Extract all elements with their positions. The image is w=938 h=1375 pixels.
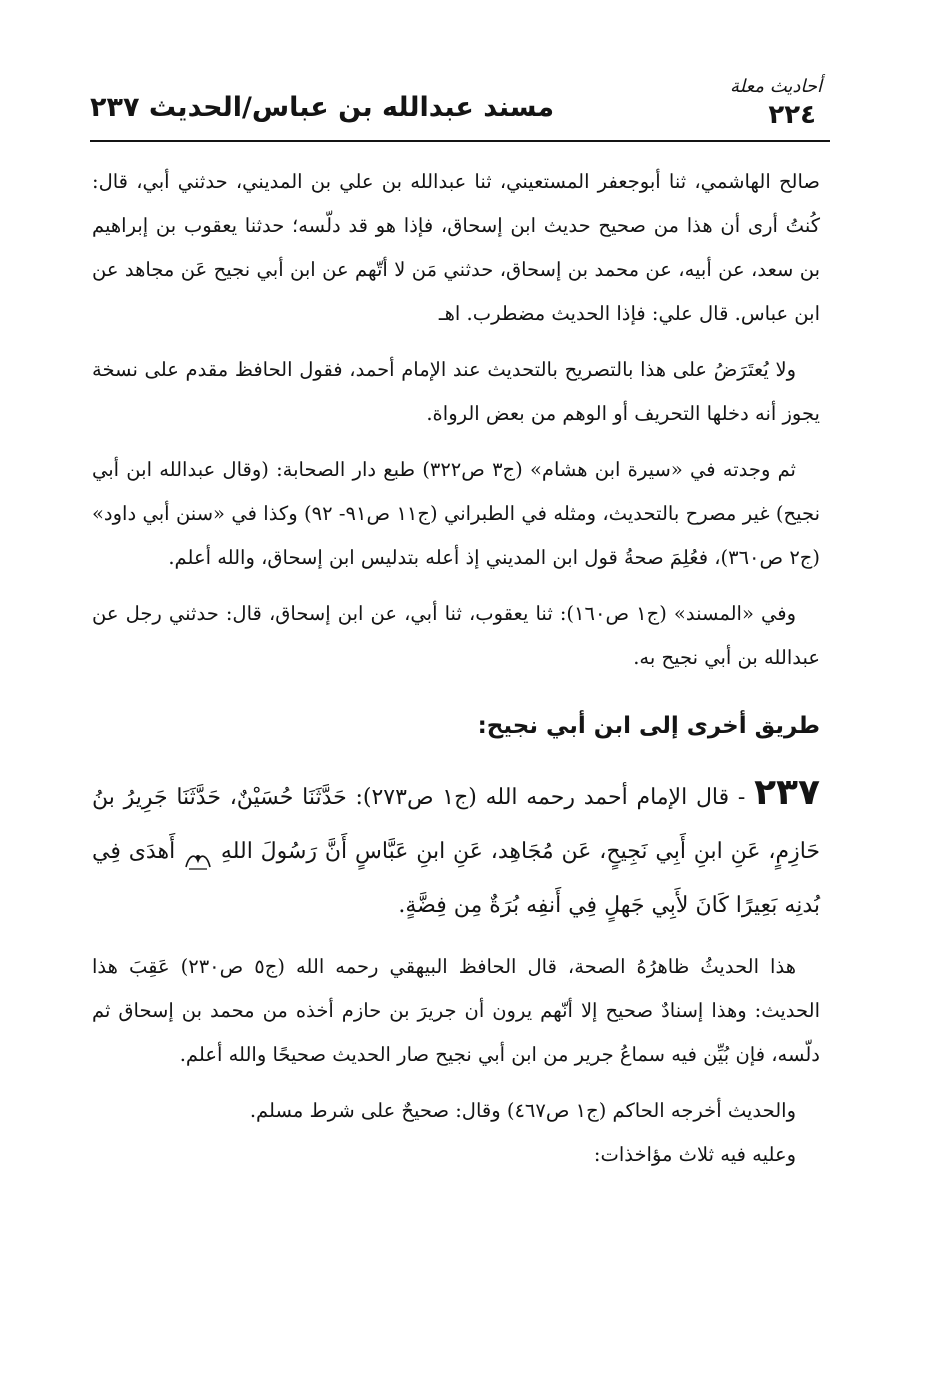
seal-icon (183, 840, 213, 864)
paragraph-continuation: صالح الهاشمي، ثنا أبوجعفر المستعيني، ثنا عبدالله بن علي بن المديني، حدثني أبي، قال: كُنتُ أرى أن هذا من صحيح حديث ابن إسحاق، فإذا هو قد دلّسه؛ حدثنا يعقوب بن إبراهيم بن سعد، عن أبيه، عن محمد بن إسحاق، حدثني مَن لا أتّهم عن ابن أبي نجيح عَن مجاهد عن ابن عباس. قال علي: فإذا الحديث مضطرب. اهـ (92, 170, 820, 325)
paragraph-objection: ولا يُعتَرَضُ على هذا بالتصريح بالتحديث عند الإمام أحمد، فقول الحافظ مقدم على نسخة يجوز أنه دخلها التحريف أو الوهم من بعض الرواة. (92, 358, 820, 425)
paragraph-hakim: والحديث أخرجه الحاكم (ج١ ص٤٦٧) وقال: صحيحٌ على شرط مسلم. (249, 1099, 796, 1122)
hadith-number: ٢٣٧ (754, 772, 820, 813)
hadith-text-1: - قال الإمام أحمد رحمه الله (ج١ ص٢٧٣): حَدَّثَنَا حُسَيْنٌ، حَدَّثَنَا جَرِيرُ بنُ حَازِمٍ، عَنِ ابنِ أَبِي نَجِيحٍ، عَن مُجَاهِد، عَنِ ابنِ عَبَّاسٍ أَنَّ رَسُولَ اللهِ (92, 785, 821, 864)
hadith-block (92, 766, 820, 933)
page-number: ٢٢٤ (768, 100, 816, 130)
hadith-text-2: أَهدَى فِي بُدنِه بَعِيرًا كَانَ لأَبِي جَهلٍ فِي أَنفِه بُرَةٌ مِن فِضَّةٍ. (92, 839, 820, 918)
page-body (92, 160, 820, 1177)
paragraph-sira: ثم وجدته في «سيرة ابن هشام» (ج٣ ص٣٢٢) طبع دار الصحابة: (وقال عبدالله ابن أبي نجيح) غير مصرح بالتحديث، ومثله في الطبراني (ج١١ ص٩١- ٩٢) وكذا في «سنن أبي داود» (ج٢ ص٣٦٠)، فعُلِمَ صحةُ قول ابن المديني إذ أعله بتدليس ابن إسحاق، والله أعلم. (92, 458, 821, 569)
header-rule (90, 140, 830, 142)
paragraph-musnad: وفي «المسند» (ج١ ص١٦٠): ثنا يعقوب، ثنا أبي، عن ابن إسحاق، قال: حدثني رجل عن عبدالله بن أبي نجيح به. (92, 602, 820, 669)
page-header (90, 76, 822, 134)
paragraph-bayhaqi: هذا الحديثُ ظاهرُهُ الصحة، قال الحافظ البيهقي رحمه الله (ج٥ ص٢٣٠) عَقِبَ هذا الحديث: وهذا إسنادٌ صحيح إلا أنّهم يرون أن جريرَ بن حازم أخذه من محمد بن إسحاق ثم دلّسه، فإن بُيِّن فيه سماعُ جرير من ابن أبي نجيح صار الحديث صحيحًا والله أعلم. (92, 955, 820, 1066)
running-title: مسند عبدالله بن عباس/الحديث ٢٣٧ (90, 92, 555, 123)
paragraph-objections-intro: وعليه فيه ثلاث مؤاخذات: (593, 1143, 796, 1166)
section-heading: طريق أخرى إلى ابن أبي نجيح: (477, 713, 820, 739)
book-label: أحاديث معلة (730, 76, 822, 97)
